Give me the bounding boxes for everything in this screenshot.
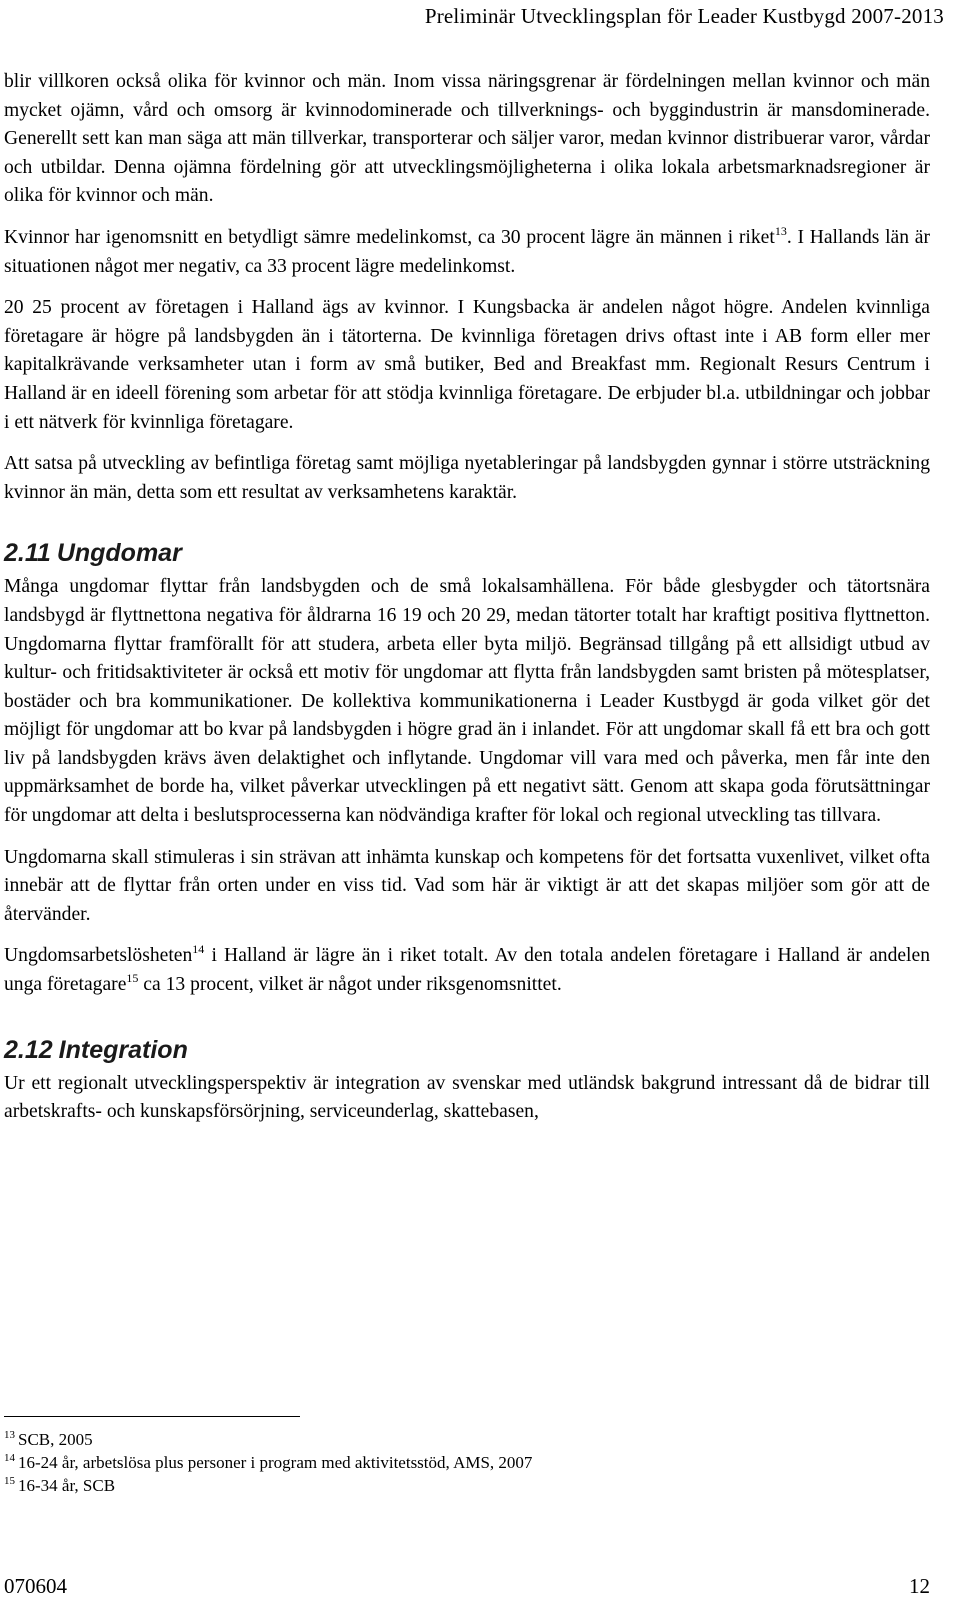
footnote-ref-13: 13 <box>774 223 787 238</box>
paragraph-youth-unemployment-text-a: Ungdomsarbetslösheten <box>4 945 193 967</box>
footnote-ref-14: 14 <box>192 942 205 957</box>
footnote-text: 16-24 år, arbetslösa plus personer i program med aktivitetsstöd, AMS, 2007 <box>18 1453 533 1472</box>
footnote-divider <box>4 1416 300 1417</box>
section-title: Ungdomar <box>56 539 182 568</box>
paragraph-female-entrepreneurs: 20 25 procent av företagen i Halland ägs av kvinnor. I Kungsbacka är andelen något högre. Andelen kvinnliga företagare är högre på landsbygden än i tätorterna. De kvinnliga företagen drivs oftast inte i AB form eller mer kapitalkrävande verksamheter utan i form av små butiker, Bed and Breakfast mm. Regionalt Resurs Centrum i Halland är en ideell förening som arbetar för att stödja kvinnliga företagare. De erbjuder bl.a. utbildningar och jobbar i ett nätverk för kvinnliga företagare. <box>4 297 930 433</box>
footnote-number: 15 <box>4 1475 15 1487</box>
footnotes <box>4 1428 904 1497</box>
section-heading-ungdomar <box>4 537 930 569</box>
paragraph-youth-unemployment-text-c: ca 13 procent, vilket är något under riksgenomsnittet. <box>138 974 562 996</box>
footnote-number: 13 <box>4 1429 15 1441</box>
footnote-13 <box>4 1428 904 1451</box>
paragraph-income <box>4 224 930 281</box>
footnote-text: 16-34 år, SCB <box>18 1476 116 1495</box>
paragraph-youth-unemployment <box>4 942 930 999</box>
paragraph-income-text-b: . I Hallands län är situationen något mer negativ, ca 33 procent lägre medelinkomst. <box>4 226 930 277</box>
footnote-15 <box>4 1474 904 1497</box>
footnote-number: 14 <box>4 1452 15 1464</box>
paragraph-integration: Ur ett regionalt utvecklingsperspektiv är integration av svenskar med utländsk bakgrund intressant då de bidrar till arbetskrafts- och kunskapsförsörjning, serviceunderlag, skattebasen, <box>4 1072 930 1123</box>
paragraph-youth-unemployment-text-b: i Halland är lägre än i riket totalt. Av den totala andelen företagare i Halland är andelen unga företagare <box>4 945 930 996</box>
footnote-text: SCB, 2005 <box>18 1430 93 1449</box>
page-number: 12 <box>909 1574 930 1598</box>
footnote-ref-15: 15 <box>126 971 139 986</box>
paragraph-youth-education: Ungdomarna skall stimuleras i sin strävan att inhämta kunskap och kompetens för det fortsatta vuxenlivet, vilket ofta innebär att de flyttar från orten under en viss tid. Vad som här är viktigt är att det skapas miljöer som gör att de återvänder. <box>4 846 930 925</box>
footer-date: 070604 <box>4 1574 67 1598</box>
section-number: 2.12 <box>4 1035 53 1064</box>
section-number: 2.11 <box>4 539 51 568</box>
paragraph-development-investment: Att satsa på utveckling av befintliga företag samt möjliga nyetableringar på landsbygden gynnar i större utsträckning kvinnor än män, detta som ett resultat av verksamhetens karaktär. <box>4 453 930 503</box>
paragraph-gender-division: blir villkoren också olika för kvinnor och män. Inom vissa näringsgrenar är fördelningen mellan kvinnor och män mycket ojämn, vård och omsorg är kvinnodominerade och tillverknings- och byggindustrin är mansdominerade. Generellt sett kan man säga att män tillverkar, transporterar och säljer varor, medan kvinnor distribuerar varor, vårdar och utbildar. Denna ojämna fördelning gör att utvecklingsmöjligheterna i olika lokala arbetsmarknadsregioner är olika för kvinnor och män. <box>4 71 930 207</box>
section-heading-integration <box>4 1034 930 1066</box>
page-body <box>4 68 930 1127</box>
running-header: Preliminär Utvecklingsplan för Leader Kustbygd 2007-2013 <box>424 4 944 28</box>
page-footer <box>4 1574 930 1604</box>
paragraph-youth-migration: Många ungdomar flyttar från landsbygden och de små lokalsamhällena. För både glesbygder och tätortsnära landsbygd är flyttnettona negativa för åldrarna 16 19 och 20 29, medan tätorter totalt har kraftigt positiva flyttnetton. Ungdomarna flyttar framförallt för att studera, arbeta eller byta miljö. Begränsad tillgång på ett allsidigt utbud av kultur- och fritidsaktiviteter är också ett motiv för ungdomar att flytta från landsbygden samt bristen på mötesplatser, bostäder och bra kommunikationer. De kollektiva kommunikationerna i Leader Kustbygd är goda vilket gör det möjligt för ungdomar att bo kvar på landsbygden i högre grad än i inlandet. För att ungdomar skall få ett bra och gott liv på landsbygden krävs även delaktighet och inflytande. Ungdomar vill vara med och påverka, men får inte den uppmärksamhet de borde ha, vilket påverkar utvecklingen på ett negativt sätt. Genom att skapa goda förutsättningar för ungdomar att delta i beslutsprocesserna kan nödvändiga krafter för lokal och regional utveckling tas tillvara. <box>4 576 930 827</box>
section-title: Integration <box>58 1035 188 1064</box>
paragraph-income-text-a: Kvinnor har igenomsnitt en betydligt sämre medelinkomst, ca 30 procent lägre än männen i riket <box>4 226 775 248</box>
footnote-14 <box>4 1451 904 1474</box>
